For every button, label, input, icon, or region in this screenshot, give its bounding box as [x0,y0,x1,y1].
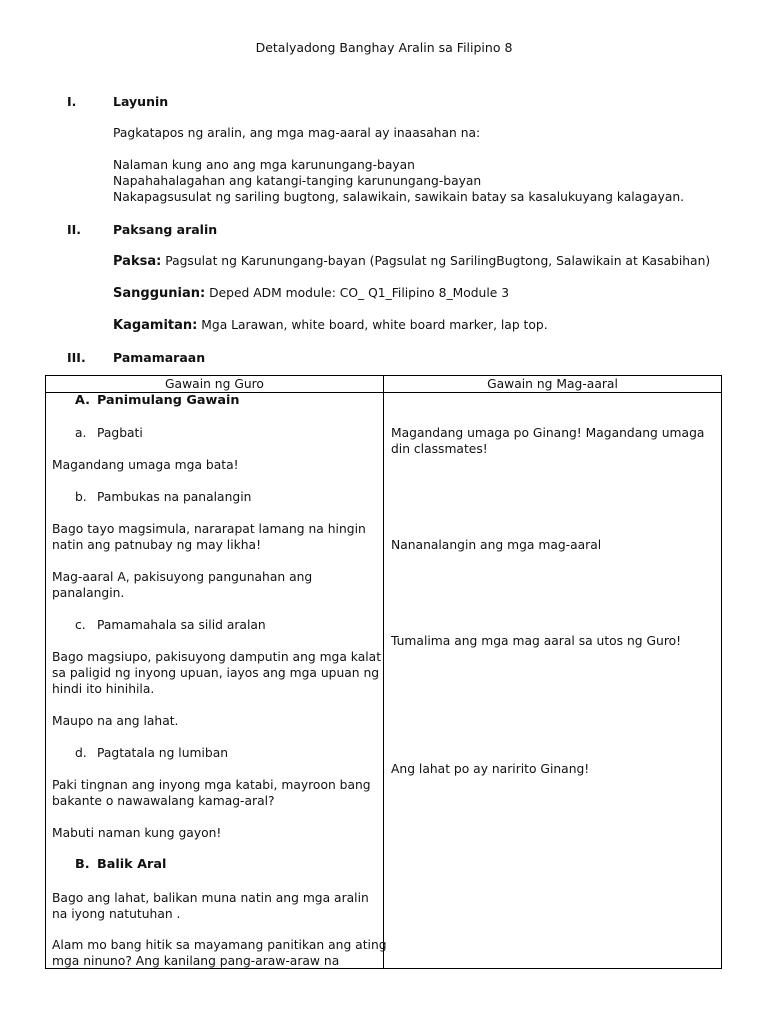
paksa-line [113,254,710,269]
guro-line: Magandang umaga mga bata! [52,458,239,472]
list-text: Panimulang Gawain [97,393,240,408]
section-b-title [75,857,325,873]
objective-item: Nakapagsusulat ng sariling bugtong, salawikain, sawikain batay sa kasalukuyang kalagayan. [113,190,685,204]
section-number: II. [67,222,82,237]
list-text: Pagtatala ng lumiban [97,746,229,760]
kagamitan-line [113,318,548,333]
section-title: Paksang aralin [113,222,218,237]
list-text: Balik Aral [97,857,167,872]
list-text: Pamamahala sa silid aralan [97,618,266,632]
header-gawain-ng-guro: Gawain ng Guro [165,377,264,391]
item-pambukas-na-panalangin [75,489,325,505]
paksa-label: Paksa: [113,254,162,269]
item-pagtatala [75,745,325,761]
guro-line: Paki tingnan ang inyong mga katabi, mayroon bang [52,778,371,792]
guro-line: Bago magsiupo, pakisuyong damputin ang mga kalat [52,650,382,664]
guro-line: na iyong natutuhan . [52,907,181,921]
list-marker: d. [75,746,87,760]
list-marker: A. [75,393,91,408]
list-marker: b. [75,490,87,504]
guro-line: Alam mo bang hitik sa mayamang panitikan ang ating [52,938,387,952]
sanggunian-value: Deped ADM module: CO_ Q1_Filipino 8_Module 3 [205,286,510,300]
section-title: Pamamaraan [113,350,206,365]
header-gawain-ng-mag-aaral: Gawain ng Mag-aaral [487,377,618,391]
layunin-intro: Pagkatapos ng aralin, ang mga mag-aaral ay inaasahan na: [113,126,481,140]
guro-line: Maupo na ang lahat. [52,714,179,728]
paksa-value: Pagsulat ng Karunungang-bayan (Pagsulat ng SarilingBugtong, Salawikain at Kasabihan) [161,254,711,268]
sanggunian-line [113,286,509,301]
mag-aaral-line: Ang lahat po ay naririto Ginang! [391,762,590,776]
objective-item: Napahahalagahan ang katangi-tanging karunungang-bayan [113,174,482,188]
guro-line: panalangin. [52,586,125,600]
guro-line: Mag-aaral A, pakisuyong pangunahan ang [52,570,313,584]
list-marker: B. [75,857,90,872]
item-pagbati [75,425,325,441]
list-text: Pagbati [97,426,143,440]
list-marker: a. [75,426,87,440]
mag-aaral-line: din classmates! [391,442,488,456]
section-number: III. [67,350,86,365]
kagamitan-value: Mga Larawan, white board, white board marker, lap top. [197,318,548,332]
item-pamamahala [75,617,325,633]
mag-aaral-line: Nananalangin ang mga mag-aaral [391,538,602,552]
mag-aaral-line: Tumalima ang mga mag aaral sa utos ng Guro! [391,634,682,648]
list-marker: c. [75,618,86,632]
column-divider [383,376,384,968]
section-title: Layunin [113,94,169,109]
guro-line: bakante o nawawalang kamag-aral? [52,794,275,808]
document-title: Detalyadong Banghay Aralin sa Filipino 8 [255,40,513,55]
kagamitan-label: Kagamitan: [113,318,198,333]
guro-line: sa paligid ng inyong upuan, iayos ang mga upuan ng [52,666,380,680]
guro-line: Bago tayo magsimula, nararapat lamang na hingin [52,522,366,536]
section-a-title [75,393,325,409]
guro-line: Mabuti naman kung gayon! [52,826,222,840]
guro-line: hindi ito hinihila. [52,682,155,696]
objective-item: Nalaman kung ano ang mga karunungang-bayan [113,158,415,172]
table-header-row [46,376,721,393]
guro-line: natin ang patnubay ng may likha! [52,538,262,552]
list-text: Pambukas na panalangin [97,490,252,504]
guro-line: mga ninuno? Ang kanilang pang-araw-araw na [52,954,340,968]
sanggunian-label: Sanggunian: [113,286,206,301]
lesson-table [45,375,722,969]
section-number: I. [67,94,77,109]
guro-line: Bago ang lahat, balikan muna natin ang mga aralin [52,891,369,905]
mag-aaral-line: Magandang umaga po Ginang! Magandang umaga [391,426,705,440]
